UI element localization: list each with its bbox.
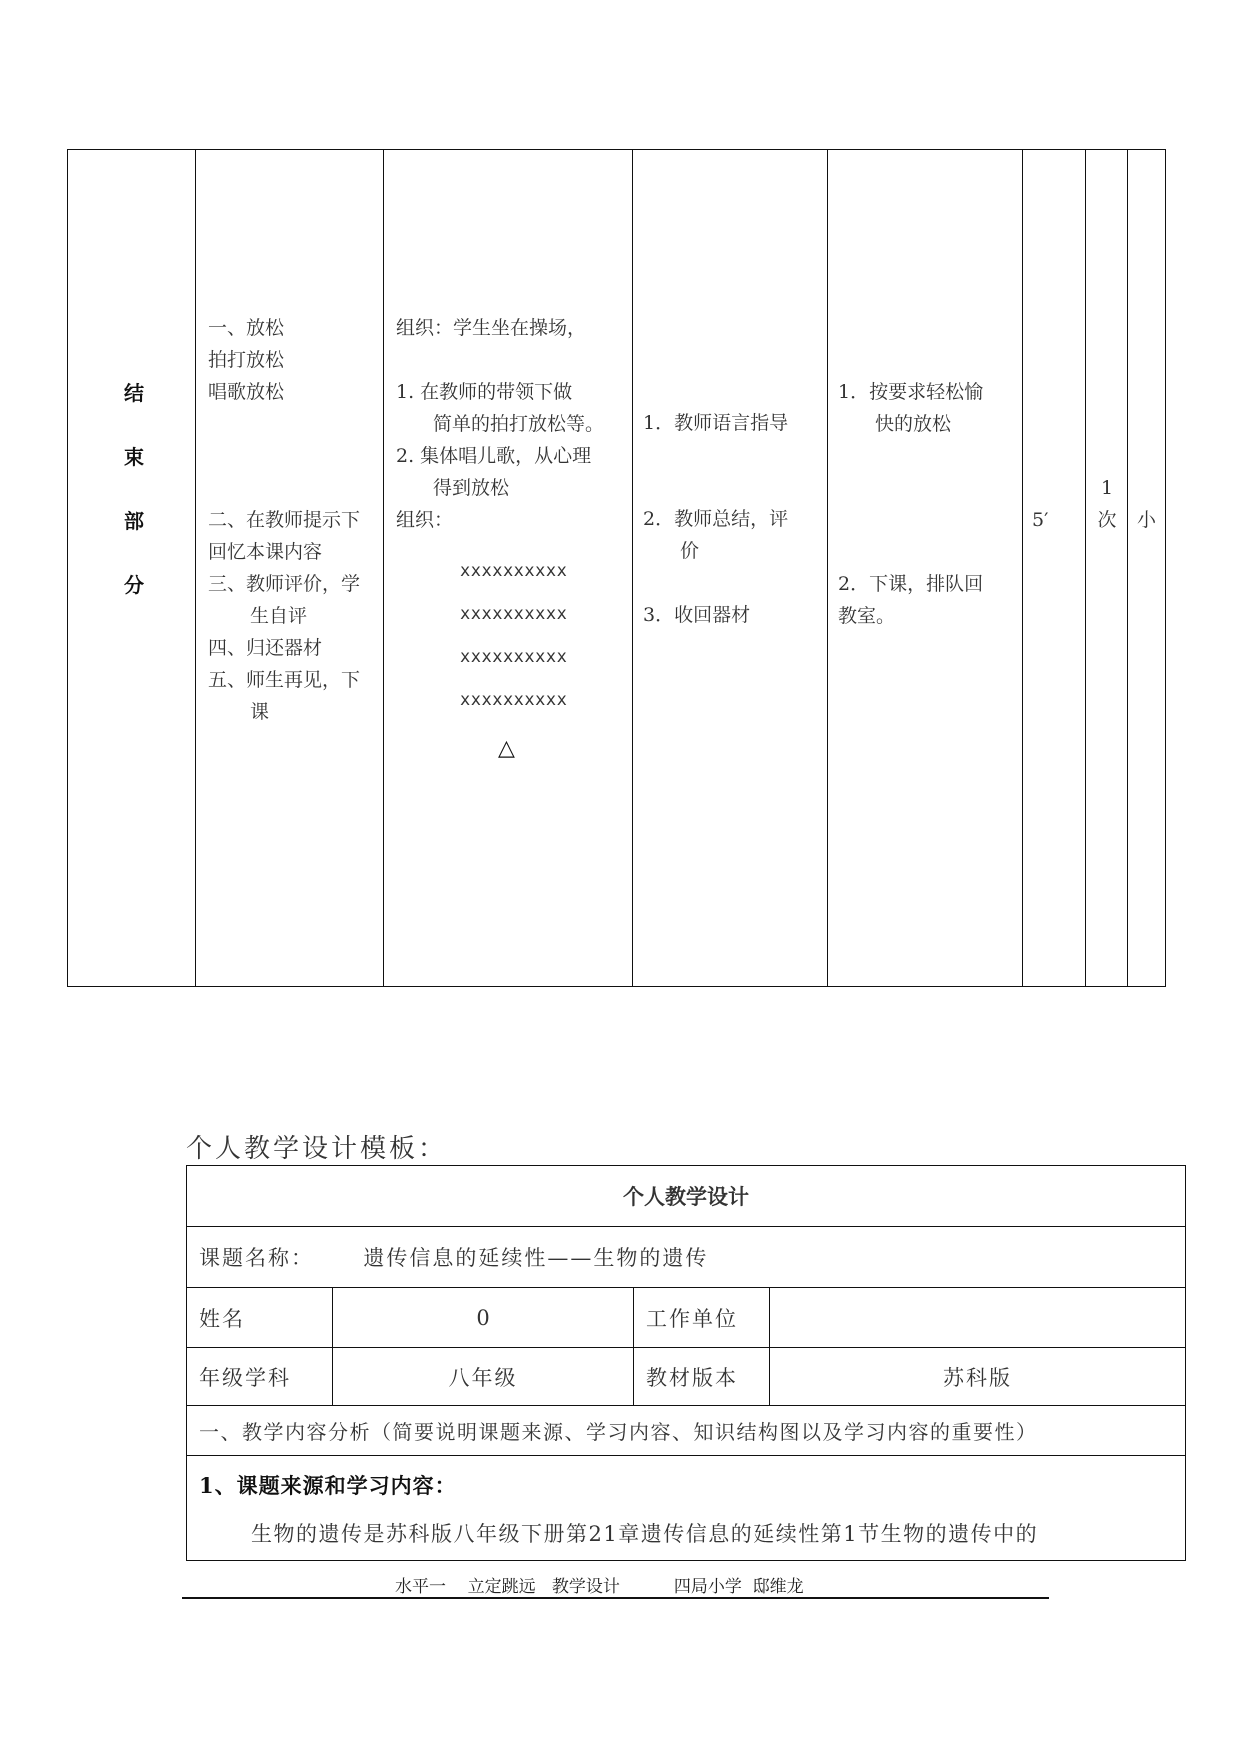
template-title: 个人教学设计模板： (186, 1134, 448, 1164)
student-dismissal-cell: 2．下课，排队回 教室。 (838, 573, 984, 627)
formation-row: xxxxxxxxxx (460, 604, 568, 624)
source-cell (187, 1456, 1186, 1561)
column-divider (1085, 149, 1086, 987)
topic-value: 遗传信息的延续性——生物的遗传 (363, 1246, 709, 1270)
student-activity-cell: 1．按要求轻松愉 快的放松 (838, 381, 984, 435)
grade-value: 八年级 (333, 1348, 634, 1406)
analysis-heading: 一、教学内容分析（简要说明课题来源、学习内容、知识结构图以及学习内容的重要性） (187, 1406, 1186, 1456)
formation-row: xxxxxxxxxx (460, 647, 568, 667)
formation-row: xxxxxxxxxx (460, 561, 568, 581)
unit-label: 工作单位 (634, 1288, 770, 1348)
table-border-top (67, 149, 1165, 150)
column-divider (383, 149, 384, 987)
count-cell: 1 次 (1097, 477, 1117, 531)
grade-label: 年级学科 (187, 1348, 333, 1406)
source-text: 生物的遗传是苏科版八年级下册第21章遗传信息的延续性第1节生物的遗传中的 (251, 1522, 1039, 1546)
design-table-header: 个人教学设计 (187, 1166, 1186, 1227)
column-divider (1022, 149, 1023, 987)
table-border-bottom (67, 986, 1165, 987)
intensity-cell: 小 (1137, 509, 1157, 531)
topic-row (187, 1227, 1186, 1288)
teacher-activity-cell: 1．教师语言指导 2．教师总结，评 价 3．收回器材 (643, 412, 789, 626)
formation-row: xxxxxxxxxx (460, 690, 568, 710)
teacher-position-mark: △ (498, 736, 515, 761)
unit-value (770, 1288, 1186, 1348)
time-cell: 5′ (1032, 509, 1049, 531)
column-divider (632, 149, 633, 987)
topic-label: 课题名称： (199, 1246, 314, 1270)
table-border-right (1165, 149, 1166, 987)
column-divider (827, 149, 828, 987)
column-divider (195, 149, 196, 987)
page-footer: 水平一 立定跳远 教学设计 四局小学 邸维龙 (395, 1577, 804, 1597)
content-cell-review: 二、在教师提示下 回忆本课内容 三、教师评价，学 生自评 四、归还器材 五、师生再见，下 课 (208, 509, 361, 723)
organization-cell: 组织：学生坐在操场， 1. 在教师的带领下做 简单的拍打放松等。 2. 集体唱儿歌，从心理 得到放松 组织： (396, 317, 605, 531)
content-cell: 一、放松 拍打放松 唱歌放松 (208, 317, 285, 403)
footer-rule (182, 1597, 1049, 1599)
design-table (186, 1165, 1186, 1561)
name-value: 0 (333, 1288, 634, 1348)
edition-label: 教材版本 (634, 1348, 770, 1406)
table-border-left (67, 149, 68, 987)
name-label: 姓名 (187, 1288, 333, 1348)
section-label: 结 束 部 分 (124, 381, 144, 597)
edition-value: 苏科版 (770, 1348, 1186, 1406)
column-divider (1127, 149, 1128, 987)
source-heading: 1、课题来源和学习内容： (199, 1473, 457, 1498)
